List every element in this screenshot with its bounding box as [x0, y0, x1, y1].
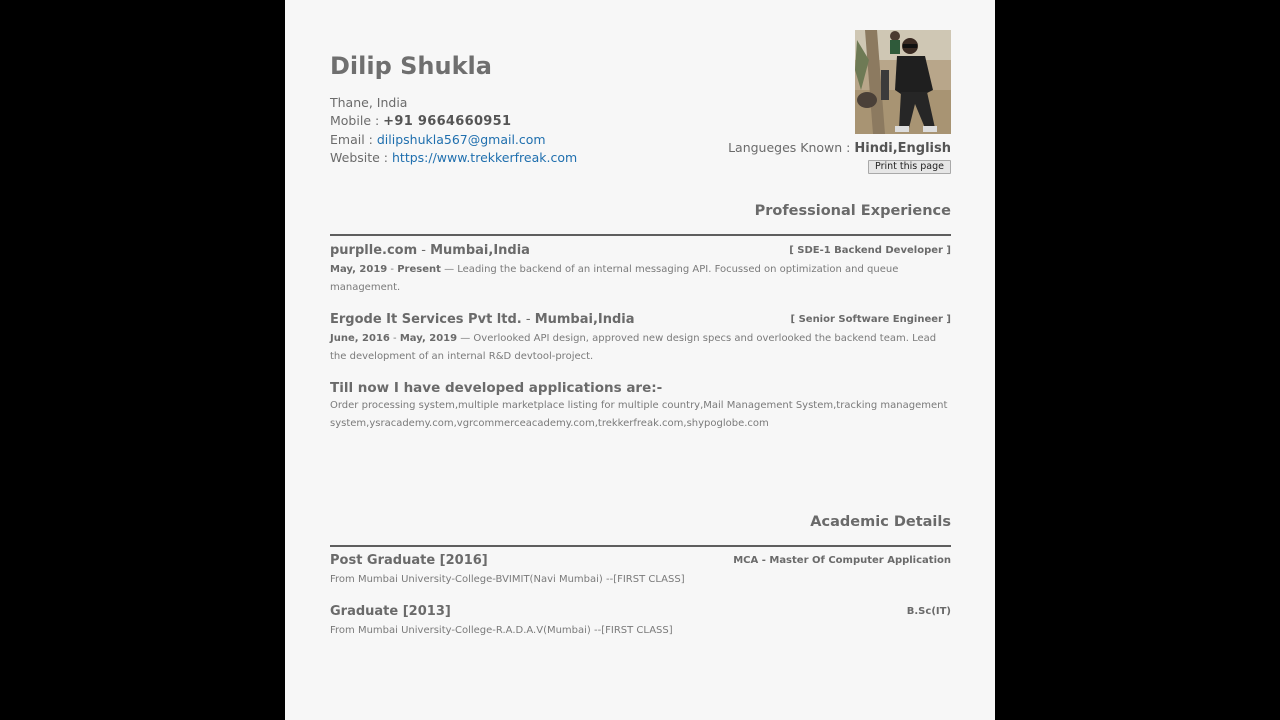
print-page-button[interactable]: Print this page [868, 160, 951, 174]
languages-known [728, 140, 951, 156]
applications-title: Till now I have developed applications are:- [330, 380, 663, 396]
website-label: Website : [330, 150, 392, 165]
academic-entry [330, 553, 951, 589]
experience-divider [330, 234, 951, 236]
academic-degree: B.Sc(IT) [906, 606, 951, 617]
job-entry [330, 312, 951, 366]
mobile-row [330, 112, 577, 131]
academic-details: From Mumbai University-College-R.A.D.A.V(Mumbai) --[FIRST CLASS] [330, 625, 673, 636]
website-row [330, 149, 577, 167]
job-company: Ergode It Services Pvt ltd. [330, 312, 522, 327]
professional-experience-title: Professional Experience [754, 203, 951, 219]
academic-entry [330, 604, 951, 640]
languages-value: Hindi,English [854, 141, 951, 156]
email-label: Email : [330, 132, 377, 147]
job-entry [330, 243, 951, 297]
job-description [330, 261, 951, 297]
job-start: May, 2019 [330, 264, 388, 275]
languages-label: Langueges Known : [728, 140, 855, 155]
academic-divider [330, 545, 951, 547]
applications-entry [330, 380, 951, 433]
mobile-label: Mobile : [330, 113, 384, 128]
job-role: [ SDE-1 Backend Developer ] [789, 245, 951, 256]
job-description-text: — Leading the backend of an internal messaging API. Focussed on optimization and queue management. [330, 264, 899, 293]
resume-page [285, 0, 995, 720]
job-location: Mumbai,India [534, 312, 635, 327]
academic-details-title: Academic Details [810, 514, 951, 530]
profile-photo [855, 30, 951, 134]
job-separator: - [521, 312, 535, 327]
job-description-text: — Overlooked API design, approved new design specs and overlooked the backend team. Lead the development of an internal R&D devtool-project. [330, 333, 937, 362]
resume-content [330, 0, 951, 720]
job-dash: - [389, 333, 400, 344]
academic-level: Post Graduate [2016] [330, 553, 488, 568]
academic-degree: MCA - Master Of Computer Application [733, 555, 951, 566]
candidate-name: Dilip Shukla [330, 52, 492, 80]
academic-level: Graduate [2013] [330, 604, 451, 619]
job-description [330, 330, 951, 366]
job-location: Mumbai,India [430, 243, 530, 258]
job-end: May, 2019 [399, 333, 458, 344]
job-dash: - [387, 264, 398, 275]
job-company: purplle.com [330, 243, 418, 258]
job-separator: - [417, 243, 431, 258]
academic-details: From Mumbai University-College-BVIMIT(Navi Mumbai) --[FIRST CLASS] [330, 574, 685, 585]
job-start: June, 2016 [330, 333, 390, 344]
job-end: Present [397, 264, 441, 275]
job-role: [ Senior Software Engineer ] [790, 314, 951, 325]
email-row [330, 131, 577, 149]
applications-list: Order processing system,multiple marketplace listing for multiple country,Mail Management System,tracking management system,ysracademy.com,vgrcommerceacademy.com,trekkerfreak.com,shypoglobe.com [330, 400, 948, 429]
email-link[interactable]: dilipshukla567@gmail.com [376, 132, 546, 147]
website-link[interactable]: https://www.trekkerfreak.com [392, 150, 578, 165]
location: Thane, India [330, 95, 408, 110]
contact-block [330, 94, 577, 167]
mobile-value: +91 9664660951 [383, 114, 512, 129]
